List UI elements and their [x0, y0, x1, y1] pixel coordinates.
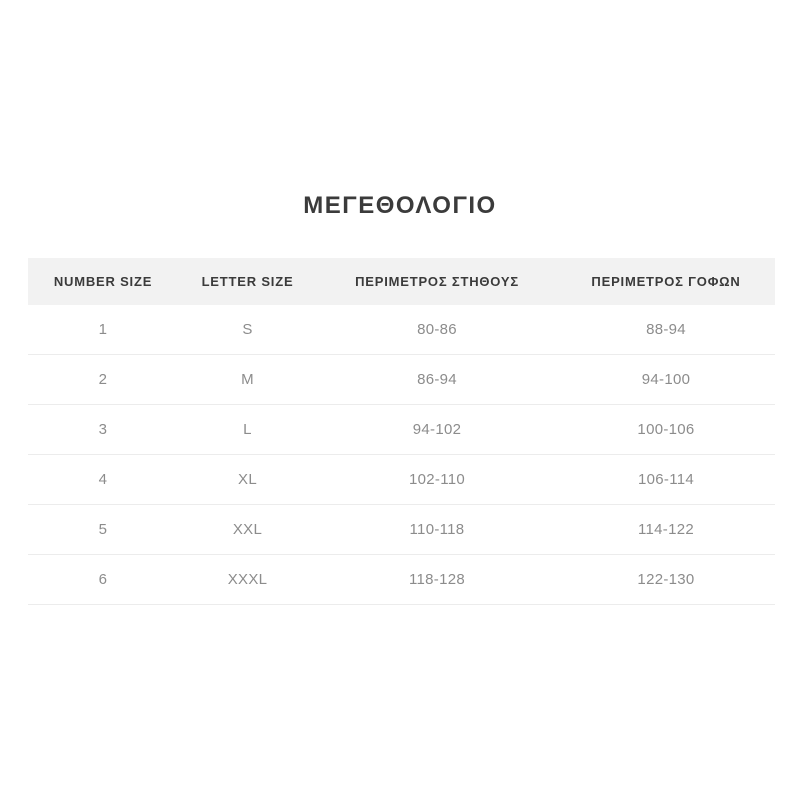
size-chart-table [28, 258, 775, 605]
cell-letter-size: M [178, 355, 317, 405]
table-row [28, 355, 775, 405]
cell-chest-circumference: 86-94 [317, 355, 557, 405]
cell-number-size: 2 [28, 355, 178, 405]
cell-letter-size: XXXL [178, 555, 317, 605]
cell-letter-size: XL [178, 455, 317, 505]
cell-hip-circumference: 114-122 [557, 505, 775, 555]
page-title: ΜΕΓΕΘΟΛΟΓΙΟ [303, 192, 497, 219]
table-row [28, 555, 775, 605]
cell-chest-circumference: 102-110 [317, 455, 557, 505]
cell-number-size: 1 [28, 305, 178, 355]
cell-number-size: 5 [28, 505, 178, 555]
table-row [28, 405, 775, 455]
column-header-hip-circumference: ΠΕΡΙΜΕΤΡΟΣ ΓΟΦΩΝ [557, 258, 775, 305]
column-header-number-size: NUMBER SIZE [28, 258, 178, 305]
cell-letter-size: L [178, 405, 317, 455]
table-row [28, 455, 775, 505]
table-header [28, 258, 775, 305]
cell-hip-circumference: 106-114 [557, 455, 775, 505]
cell-letter-size: S [178, 305, 317, 355]
column-header-chest-circumference: ΠΕΡΙΜΕΤΡΟΣ ΣΤΗΘΟΥΣ [317, 258, 557, 305]
table-row [28, 305, 775, 355]
cell-number-size: 3 [28, 405, 178, 455]
cell-chest-circumference: 110-118 [317, 505, 557, 555]
cell-hip-circumference: 100-106 [557, 405, 775, 455]
column-header-letter-size: LETTER SIZE [178, 258, 317, 305]
cell-hip-circumference: 122-130 [557, 555, 775, 605]
header-row [28, 258, 775, 305]
table-row [28, 505, 775, 555]
cell-hip-circumference: 94-100 [557, 355, 775, 405]
cell-number-size: 4 [28, 455, 178, 505]
cell-hip-circumference: 88-94 [557, 305, 775, 355]
cell-chest-circumference: 94-102 [317, 405, 557, 455]
cell-letter-size: XXL [178, 505, 317, 555]
cell-chest-circumference: 80-86 [317, 305, 557, 355]
table-body [28, 305, 775, 605]
cell-number-size: 6 [28, 555, 178, 605]
cell-chest-circumference: 118-128 [317, 555, 557, 605]
